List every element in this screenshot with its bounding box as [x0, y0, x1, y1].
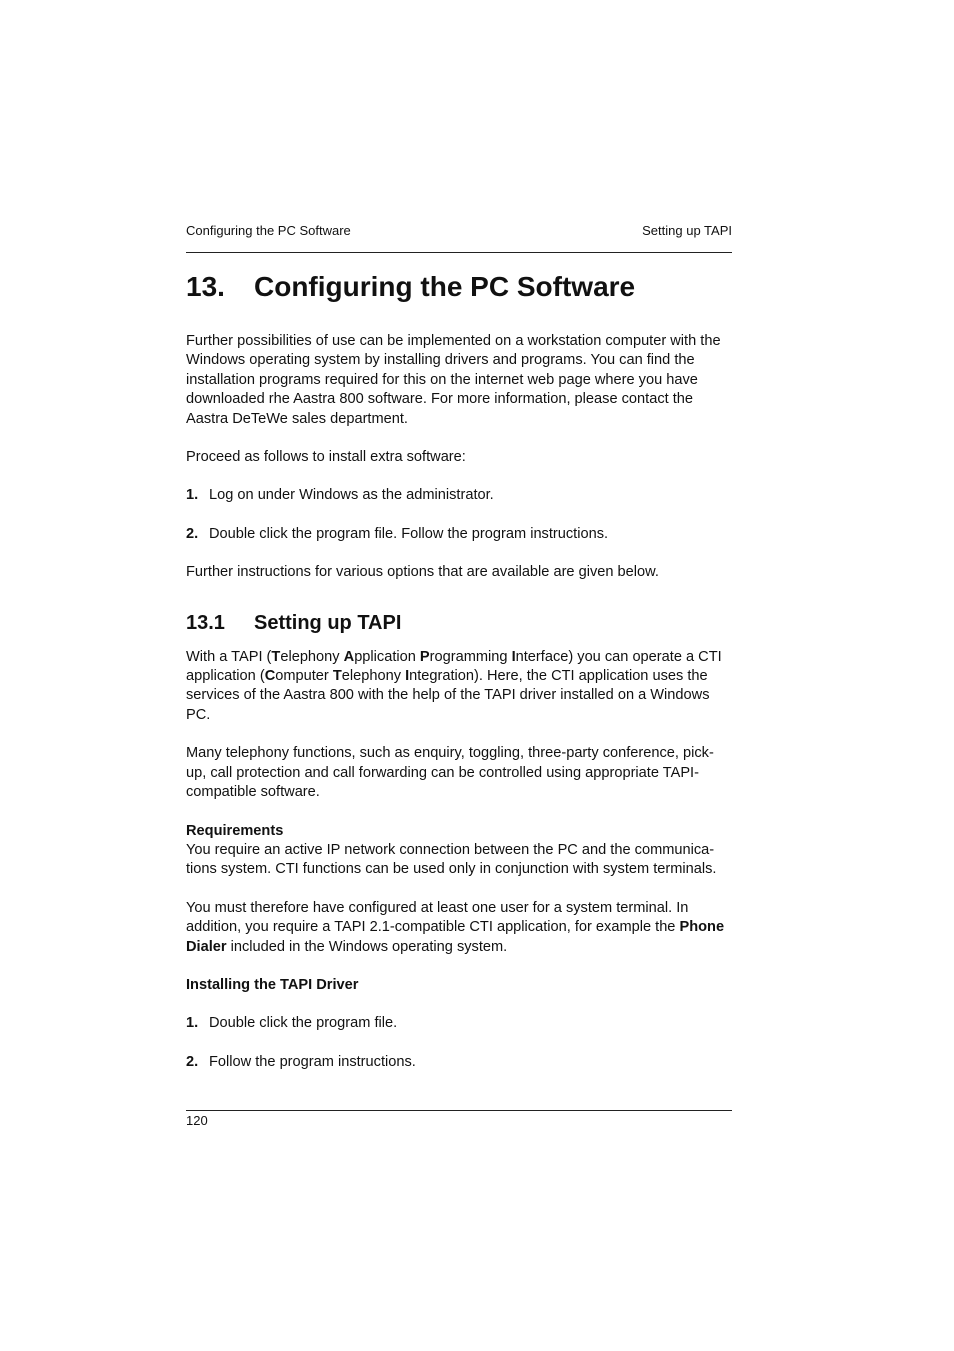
section-title: Setting up TAPI: [254, 611, 402, 634]
page-number: 120: [186, 1113, 208, 1128]
phone-dialer-term: Phone Dialer: [186, 919, 725, 955]
list-item: [186, 1053, 732, 1072]
chapter-heading: [186, 267, 732, 307]
further-instructions: Further instructions for various options that are available are given below.: [186, 564, 659, 581]
list-item: [186, 486, 732, 505]
tapi-intro: With a TAPI (Telephony Application Programming Interface) you can operate a CTI application (Computer Telephony Integration). Here, the CTI application uses the services of the Aastra 800 with the help of the TAPI driver installed on a Windows PC.: [186, 648, 722, 723]
running-header: [186, 223, 732, 238]
install-heading: Installing the TAPI Driver: [186, 976, 359, 993]
chapter-intro: Further possibilities of use can be implemented on a workstation computer with the Windows operating system by installing drivers and programs. You can find the installation programs required for this on the internet web page where you have downloaded rhe Aastra 800 software. For more information, please contact the Aastra DeTeWe sales department.: [186, 333, 721, 427]
requirements-text: You require an active IP network connection between the PC and the communica-tions system. CTI functions can be used only in conjunction with system terminals.: [186, 841, 717, 878]
chapter-number: 13.: [186, 271, 225, 302]
step-text: Double click the program file.: [209, 1015, 398, 1032]
step-text: Log on under Windows as the administrator.: [209, 487, 494, 504]
requirements-heading: Requirements: [186, 822, 284, 839]
list-item: [186, 525, 732, 544]
footer-rule: [186, 1110, 732, 1111]
header-chapter-title: Configuring the PC Software: [186, 223, 351, 238]
page-content: [186, 267, 732, 1091]
step-text: Double click the program file. Follow the program instructions.: [209, 525, 609, 542]
step-number: 1.: [186, 1015, 199, 1032]
header-section-title: Setting up TAPI: [642, 223, 732, 238]
step-number: 1.: [186, 487, 199, 504]
list-item: [186, 1014, 732, 1033]
section-number: 13.1: [186, 611, 225, 634]
document-page: [186, 0, 732, 1351]
header-rule: [186, 252, 732, 253]
proceed-text: Proceed as follows to install extra software:: [186, 449, 466, 466]
section-heading: [186, 609, 732, 637]
step-number: 2.: [186, 1053, 199, 1070]
step-number: 2.: [186, 525, 199, 542]
telephony-functions: Many telephony functions, such as enquiry, toggling, three-party conference, pick-up, call protection and call forwarding can be controlled using appropriate TAPI-compatible software.: [186, 745, 714, 801]
requirements-text-2: You must therefore have configured at least one user for a system terminal. In addition, you require a TAPI 2.1-compatible CTI application, for example the Phone Dialer included in the Windows operating system.: [186, 899, 725, 955]
step-text: Follow the program instructions.: [209, 1053, 416, 1070]
chapter-title: Configuring the PC Software: [254, 271, 636, 302]
